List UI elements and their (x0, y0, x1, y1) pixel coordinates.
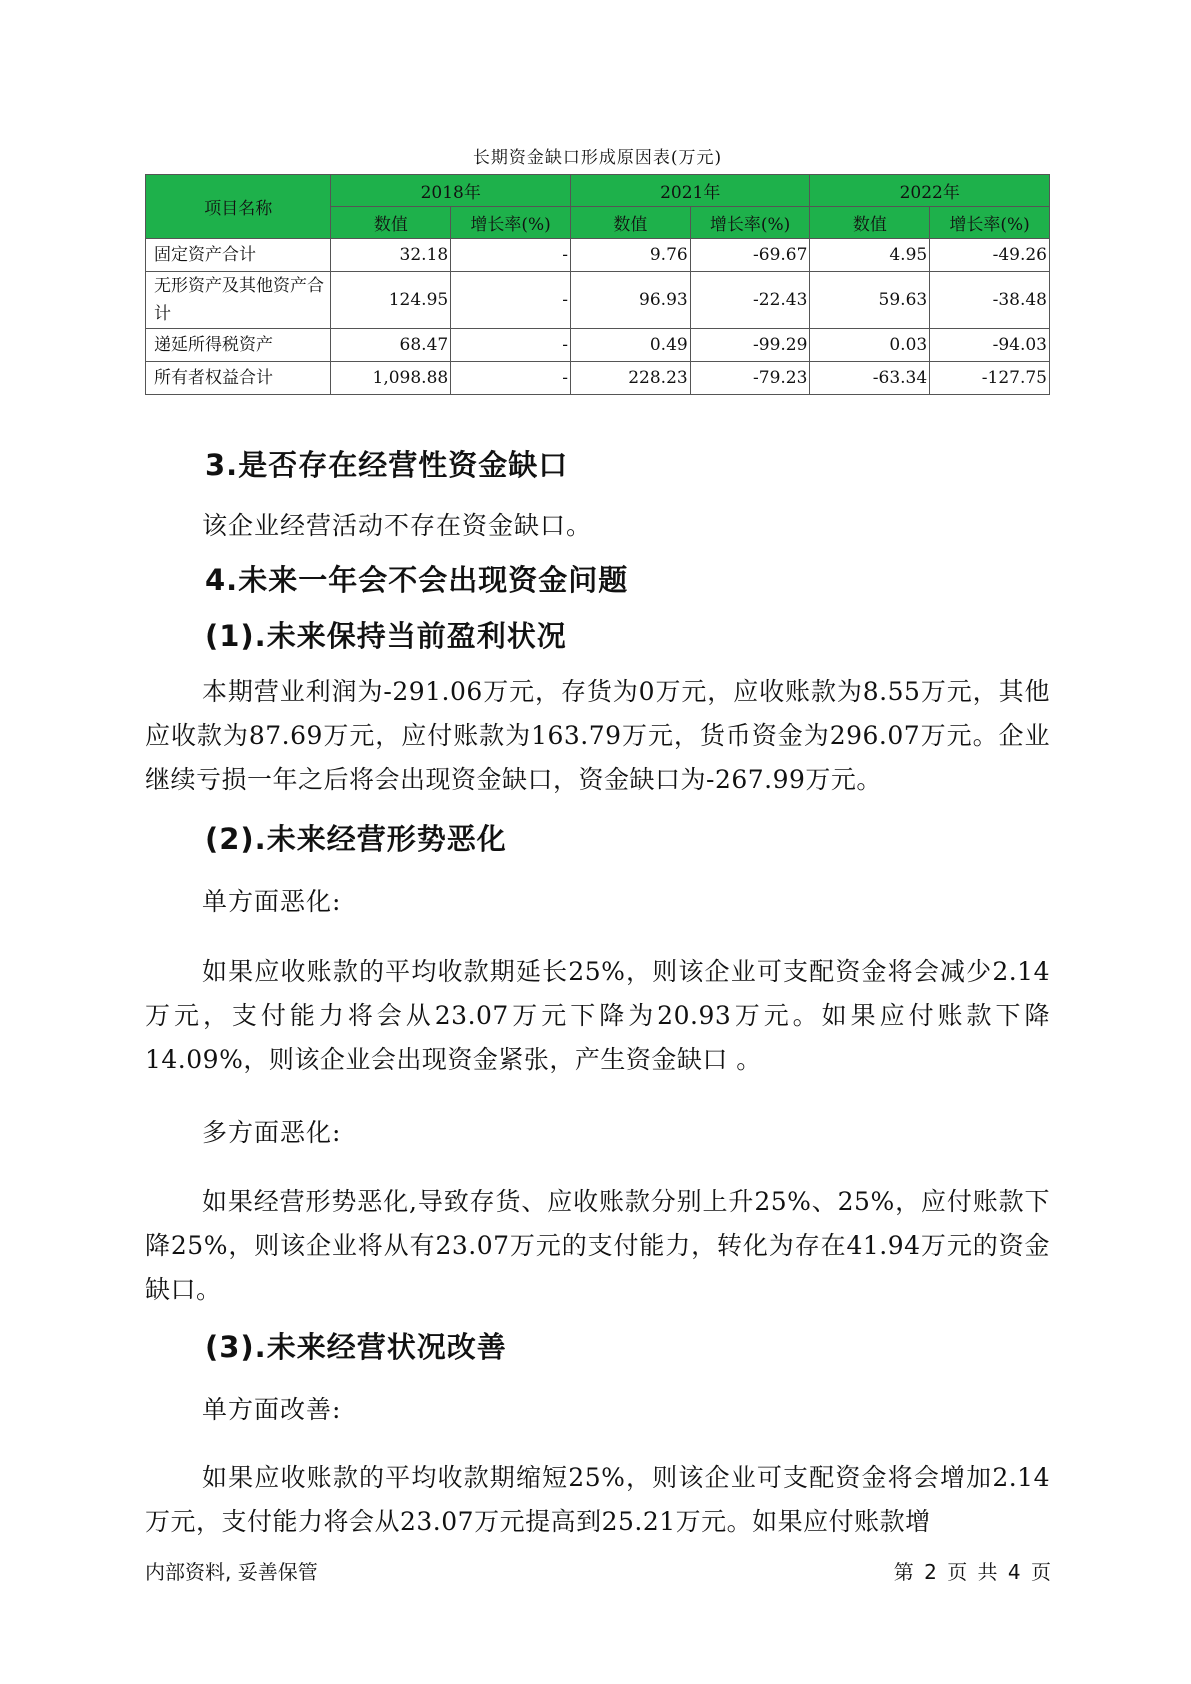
value-2018: 68.47 (331, 329, 451, 362)
growth-2018: - (451, 272, 571, 329)
growth-2021: -69.67 (690, 239, 810, 272)
subheader-growth: 增长率(%) (690, 207, 810, 239)
subheader-growth: 增长率(%) (930, 207, 1050, 239)
growth-2022: -94.03 (930, 329, 1050, 362)
subsection2-multi-label: 多方面恶化: (202, 1118, 342, 1147)
value-2022: 0.03 (810, 329, 930, 362)
growth-2021: -79.23 (690, 362, 810, 395)
subsection2-multi-text: 如果经营形势恶化,导致存货、应收账款分别上升25%、25%，应付账款下降25%，则该企业将从有23.07万元的支付能力，转化为存在41.94万元的资金缺口。 (145, 1187, 1050, 1304)
row-name: 无形资产及其他资产合计 (146, 272, 331, 329)
subsection2-single-text: 如果应收账款的平均收款期延长25%，则该企业可支配资金将会减少2.14万元，支付能力将会从23.07万元下降为20.93万元。如果应付账款下降14.09%，则该企业会出现资金紧张，产生资金缺口 。 (145, 957, 1050, 1074)
value-2018: 32.18 (331, 239, 451, 272)
value-2021: 9.76 (570, 239, 690, 272)
subheader-value: 数值 (810, 207, 930, 239)
growth-2022: -127.75 (930, 362, 1050, 395)
subheader-growth: 增长率(%) (451, 207, 571, 239)
value-2022: -63.34 (810, 362, 930, 395)
subheader-value: 数值 (331, 207, 451, 239)
footer-confidential-note: 内部资料, 妥善保管 (145, 1560, 318, 1584)
header-year-2021: 2021年 (570, 175, 810, 207)
value-2021: 228.23 (570, 362, 690, 395)
table-row (146, 239, 1050, 272)
value-2021: 96.93 (570, 272, 690, 329)
table-row (146, 329, 1050, 362)
subsection3-heading: (3).未来经营状况改善 (205, 1330, 507, 1364)
capital-gap-table (145, 174, 1050, 395)
growth-2022: -38.48 (930, 272, 1050, 329)
subheader-value: 数值 (570, 207, 690, 239)
subsection3-single-text: 如果应收账款的平均收款期缩短25%，则该企业可支配资金将会增加2.14万元，支付能力将会从23.07万元提高到25.21万元。如果应付账款增 (145, 1463, 1050, 1536)
footer-page-number: 第 2 页 共 4 页 (893, 1560, 1051, 1584)
subsection2-single-label: 单方面恶化: (202, 887, 342, 916)
table-row (146, 272, 1050, 329)
section4-heading: 4.未来一年会不会出现资金问题 (205, 563, 629, 597)
subsection3-single-label: 单方面改善: (202, 1395, 342, 1424)
section3-heading: 3.是否存在经营性资金缺口 (205, 448, 569, 482)
row-name: 递延所得税资产 (146, 329, 331, 362)
section3-text: 该企业经营活动不存在资金缺口。 (202, 511, 593, 540)
row-name: 固定资产合计 (146, 239, 331, 272)
value-2022: 4.95 (810, 239, 930, 272)
row-name: 所有者权益合计 (146, 362, 331, 395)
header-year-2022: 2022年 (810, 175, 1050, 207)
subsection1-heading: (1).未来保持当前盈利状况 (205, 619, 567, 653)
growth-2021: -22.43 (690, 272, 810, 329)
header-year-2018: 2018年 (331, 175, 571, 207)
value-2018: 124.95 (331, 272, 451, 329)
growth-2021: -99.29 (690, 329, 810, 362)
value-2021: 0.49 (570, 329, 690, 362)
table-row (146, 362, 1050, 395)
table-header-row (146, 175, 1050, 207)
subsection1-text: 本期营业利润为-291.06万元，存货为0万元，应收账款为8.55万元，其他应收款为87.69万元，应付账款为163.79万元，货币资金为296.07万元。企业继续亏损一年之后将会出现资金缺口，资金缺口为-267.99万元。 (145, 677, 1050, 794)
growth-2018: - (451, 329, 571, 362)
growth-2022: -49.26 (930, 239, 1050, 272)
value-2018: 1,098.88 (331, 362, 451, 395)
growth-2018: - (451, 239, 571, 272)
header-item-name: 项目名称 (146, 175, 331, 239)
value-2022: 59.63 (810, 272, 930, 329)
growth-2018: - (451, 362, 571, 395)
table-caption: 长期资金缺口形成原因表(万元) (472, 148, 723, 168)
subsection2-heading: (2).未来经营形势恶化 (205, 822, 507, 856)
